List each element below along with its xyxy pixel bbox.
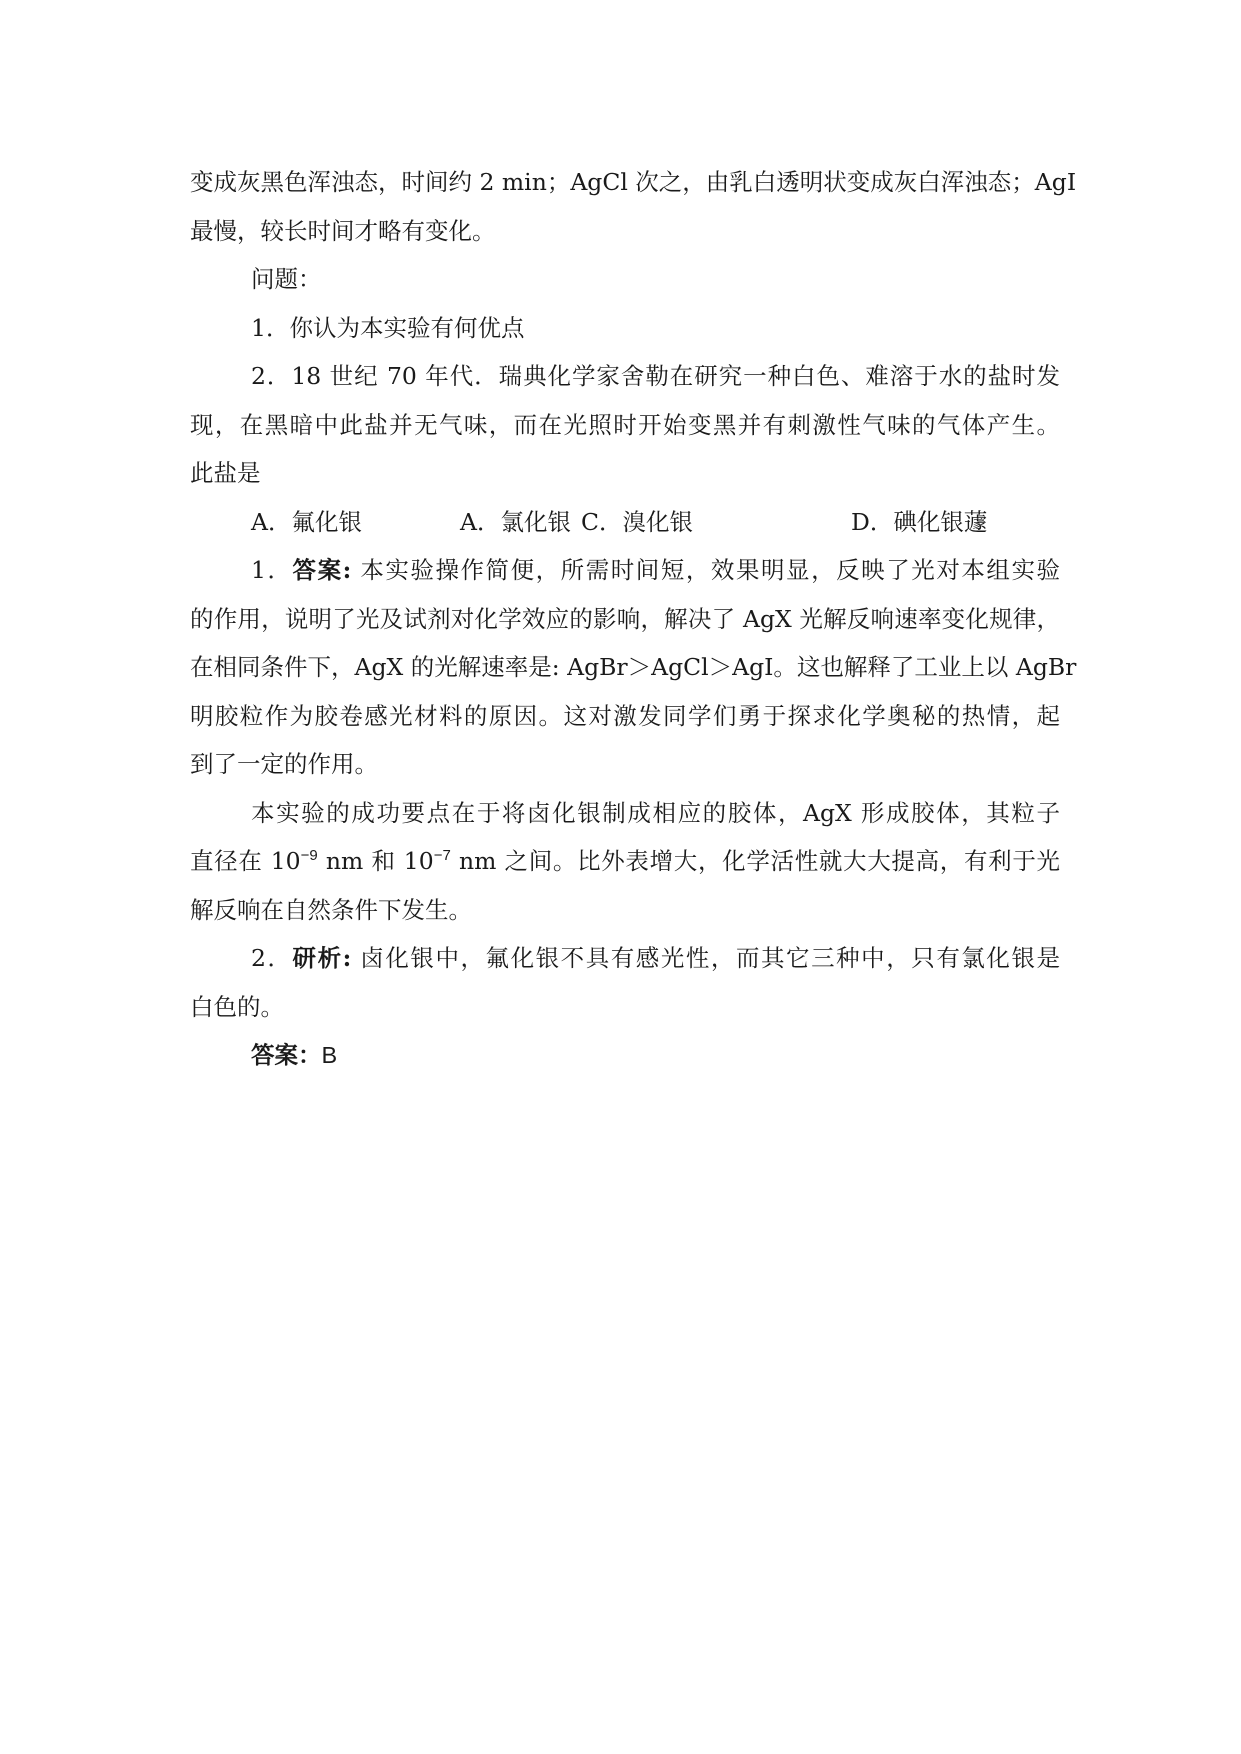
answer-1-line-4: 明胶粒作为胶卷感光材料的原因。这对激发同学们勇于探求化学奥秘的热情，起 [190, 701, 1060, 730]
analysis-line-2: 白色的。 [190, 992, 284, 1021]
answer-1-number: 1． [251, 556, 293, 584]
question-2-line-3: 此盐是 [190, 459, 261, 487]
question-1: 1．你认为本实验有何优点 [251, 313, 525, 342]
question-heading: 问题： [251, 265, 322, 293]
paragraph-text-c: nm 之间。比外表增大，化学活性就大大提高，有利于光 [450, 847, 1061, 875]
answer-1-label: 答案: [292, 556, 352, 584]
document-page [190, 158, 1077, 1080]
answer-1-line-1 [190, 546, 1060, 595]
paragraph-text-b: nm 和 10 [317, 847, 434, 875]
question-2-line-1: 2．18 世纪 70 年代．瑞典化学家舍勒在研究一种白色、难溶于水的盐时发 [251, 362, 1060, 390]
answer-1-line-2: 的作用，说明了光及试剂对化学效应的影响，解决了 AgX 光解反响速率变化规律， [190, 604, 1060, 633]
option-d: D．碘化银蘧 [851, 507, 988, 536]
question-2-line-2: 现，在黑暗中此盐并无气味，而在光照时开始变黑并有刺激性气味的气体产生。 [190, 410, 1060, 439]
option-b: A．氯化银 [460, 507, 571, 536]
answer-1-text: 本实验操作简便，所需时间短，效果明显，反映了光对本组实验 [351, 556, 1060, 584]
paragraph-line-1: 本实验的成功要点在于将卤化银制成相应的胶体，AgX 形成胶体，其粒子 [251, 798, 1060, 827]
answer-1-line-5: 到了一定的作用。 [190, 750, 378, 778]
final-answer-label: 答案： [251, 1041, 322, 1069]
exponent-2: −7 [433, 847, 451, 865]
answer-options [190, 498, 1060, 547]
analysis-line-1 [190, 934, 1060, 983]
option-c: C．溴化银 [581, 507, 693, 536]
answer-1-line-3: 在相同条件下，AgX 的光解速率是: AgBr＞AgCl＞AgI。这也解释了工业上以 AgBr [190, 653, 1077, 681]
paragraph-line-2 [190, 837, 1060, 886]
option-a: A．氟化银 [251, 507, 362, 536]
text-line-1: 变成灰黑色浑浊态，时间约 2 min；AgCl 次之，由乳白透明状变成灰白浑浊态；AgI [190, 168, 1077, 196]
analysis-label: 研析: [292, 944, 352, 972]
exponent-1: −9 [300, 847, 318, 865]
analysis-number: 2． [251, 944, 293, 972]
final-answer [190, 1031, 1060, 1080]
paragraph-line-3: 解反响在自然条件下发生。 [190, 895, 472, 924]
analysis-text: 卤化银中，氟化银不具有感光性，而其它三种中，只有氯化银是 [351, 944, 1060, 972]
paragraph-text-a: 直径在 10 [190, 847, 301, 875]
final-answer-value: B [321, 1042, 338, 1068]
text-line-2: 最慢，较长时间才略有变化。 [190, 216, 496, 245]
